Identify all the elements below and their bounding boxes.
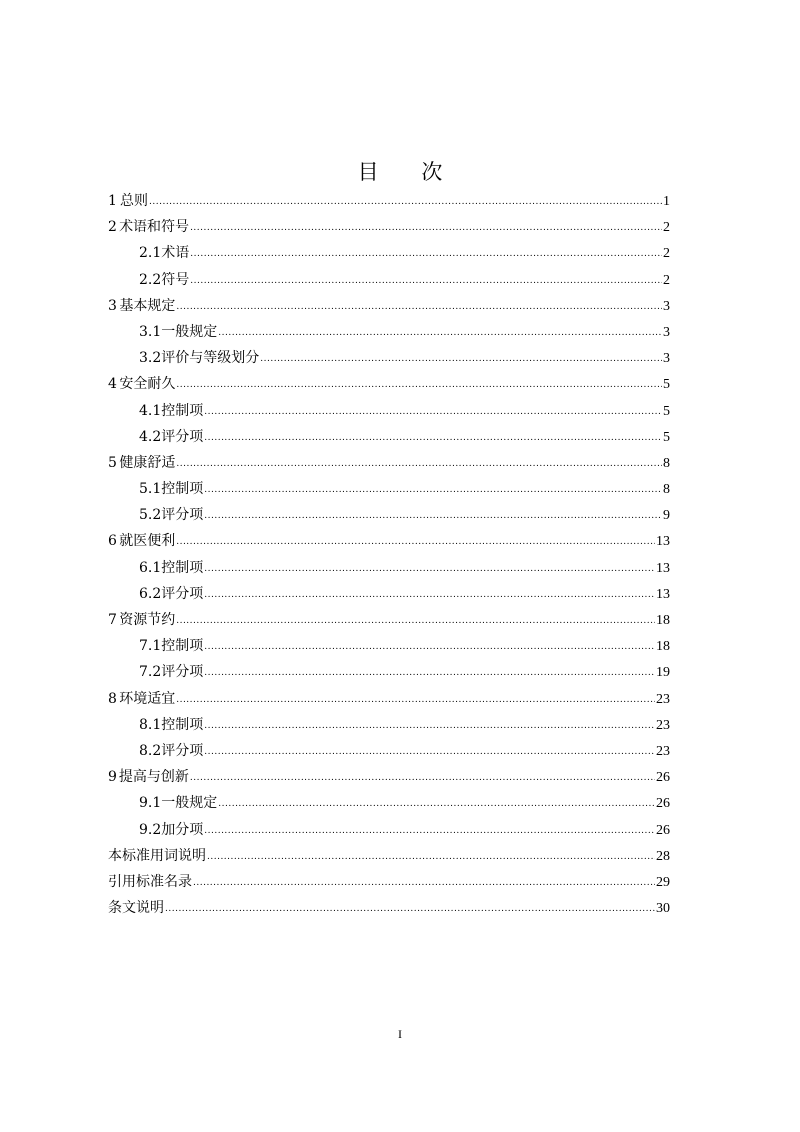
- toc-subentry[interactable]: [108, 476, 670, 502]
- toc-label: 引用标准名录: [108, 873, 192, 890]
- toc-label: 基本规定: [119, 297, 176, 314]
- toc-page: 8: [663, 455, 670, 471]
- page-number: I: [398, 1027, 402, 1041]
- toc-label: 控制项: [161, 716, 204, 733]
- toc-subentry[interactable]: [108, 240, 670, 266]
- toc-page: 2: [663, 246, 670, 262]
- toc-label: 术语和符号: [119, 219, 190, 236]
- toc-number: 9: [108, 769, 117, 786]
- toc-entry[interactable]: [108, 686, 670, 712]
- toc-label: 评分项: [161, 585, 204, 602]
- toc-page: 30: [656, 901, 670, 917]
- toc-page: 3: [663, 298, 670, 314]
- toc-page: 29: [656, 874, 670, 890]
- toc-page: 3: [663, 351, 670, 367]
- toc-subentry[interactable]: [108, 633, 670, 659]
- dot-leader: [218, 320, 662, 346]
- toc-page: 2: [663, 220, 670, 236]
- dot-leader: [190, 268, 662, 294]
- toc-page: 23: [656, 691, 670, 707]
- toc-page: 9: [663, 508, 670, 524]
- dot-leader: [207, 844, 655, 870]
- toc-label: 总则: [120, 193, 149, 209]
- toc-label: 环境适宜: [119, 690, 176, 707]
- toc-subentry[interactable]: [108, 738, 670, 764]
- dot-leader: [204, 503, 662, 529]
- toc-number: 3: [108, 297, 117, 314]
- toc-subentry[interactable]: [108, 424, 670, 450]
- toc-appendix-entry[interactable]: [108, 869, 670, 895]
- dot-leader: [204, 477, 662, 503]
- toc-page: 28: [656, 848, 670, 864]
- toc-page: 5: [663, 377, 670, 393]
- toc-page: 5: [663, 403, 670, 419]
- dot-leader: [176, 608, 655, 634]
- toc-entry[interactable]: [108, 528, 670, 554]
- toc-entry[interactable]: [108, 188, 670, 214]
- dot-leader: [204, 634, 655, 660]
- toc-entry[interactable]: [108, 293, 670, 319]
- toc-number: 9.1: [139, 795, 162, 812]
- toc-page: 26: [656, 822, 670, 838]
- dot-leader: [176, 451, 662, 477]
- toc-subentry[interactable]: [108, 267, 670, 293]
- dot-leader: [149, 189, 662, 215]
- toc-entry[interactable]: [108, 450, 670, 476]
- toc-number: 2.2: [139, 271, 162, 288]
- toc-label: 评价与等级划分: [161, 350, 260, 367]
- dot-leader: [165, 896, 655, 922]
- dot-leader: [176, 372, 662, 398]
- toc-number: 8.1: [139, 716, 162, 733]
- toc-page: 23: [656, 743, 670, 759]
- toc-number: 9.2: [139, 821, 162, 838]
- dot-leader: [176, 294, 662, 320]
- dot-leader: [193, 870, 655, 896]
- toc-entry[interactable]: [108, 607, 670, 633]
- toc-appendix-entry[interactable]: [108, 843, 670, 869]
- toc-number: 5.2: [139, 507, 162, 524]
- toc-subentry[interactable]: [108, 502, 670, 528]
- toc-page: 5: [663, 429, 670, 445]
- toc-label: 符号: [161, 271, 190, 288]
- dot-leader: [204, 818, 655, 844]
- toc-number: 1: [108, 193, 117, 209]
- toc-page: 13: [656, 534, 670, 550]
- toc-subentry[interactable]: [108, 817, 670, 843]
- toc-entry[interactable]: [108, 764, 670, 790]
- dot-leader: [190, 765, 655, 791]
- page-title: 目 次: [357, 160, 461, 184]
- toc-number: 2: [108, 219, 117, 236]
- toc-subentry[interactable]: [108, 659, 670, 685]
- dot-leader: [204, 739, 655, 765]
- toc-entry[interactable]: [108, 214, 670, 240]
- dot-leader: [204, 399, 662, 425]
- toc-page: 18: [656, 639, 670, 655]
- toc-number: 4.2: [139, 428, 162, 445]
- dot-leader: [190, 215, 662, 241]
- toc-number: 7.2: [139, 664, 162, 681]
- toc-subentry[interactable]: [108, 345, 670, 371]
- toc-label: 本标准用词说明: [108, 847, 206, 864]
- toc-label: 评分项: [161, 742, 204, 759]
- toc-label: 条文说明: [108, 900, 164, 917]
- dot-leader: [176, 687, 655, 713]
- dot-leader: [190, 241, 662, 267]
- toc-label: 健康舒适: [119, 454, 176, 471]
- toc-subentry[interactable]: [108, 581, 670, 607]
- toc-label: 一般规定: [161, 323, 218, 340]
- toc-label: 加分项: [161, 821, 204, 838]
- toc-label: 评分项: [161, 664, 204, 681]
- toc-label: 控制项: [161, 559, 204, 576]
- toc-label: 就医便利: [119, 533, 176, 550]
- toc-page: 26: [656, 796, 670, 812]
- table-of-contents: [108, 188, 670, 921]
- toc-appendix-entry[interactable]: [108, 895, 670, 921]
- toc-label: 控制项: [161, 638, 204, 655]
- toc-subentry[interactable]: [108, 555, 670, 581]
- toc-number: 6: [108, 533, 117, 550]
- toc-number: 4: [108, 376, 117, 393]
- toc-subentry[interactable]: [108, 712, 670, 738]
- toc-page: 13: [656, 586, 670, 602]
- toc-label: 一般规定: [161, 795, 218, 812]
- toc-label: 评分项: [161, 428, 204, 445]
- toc-page: 1: [663, 194, 670, 209]
- toc-subentry[interactable]: [108, 398, 670, 424]
- toc-label: 控制项: [161, 402, 204, 419]
- toc-number: 6.2: [139, 585, 162, 602]
- toc-number: 6.1: [139, 559, 162, 576]
- dot-leader: [218, 791, 655, 817]
- dot-leader: [204, 425, 662, 451]
- toc-page: 2: [663, 272, 670, 288]
- toc-label: 安全耐久: [119, 376, 176, 393]
- dot-leader: [260, 346, 662, 372]
- toc-number: 4.1: [139, 402, 162, 419]
- toc-label: 资源节约: [119, 612, 176, 628]
- dot-leader: [176, 529, 655, 555]
- dot-leader: [204, 582, 655, 608]
- toc-page: 26: [656, 770, 670, 786]
- toc-number: 3.2: [139, 350, 162, 367]
- toc-number: 8.2: [139, 742, 162, 759]
- toc-entry[interactable]: [108, 371, 670, 397]
- dot-leader: [204, 556, 655, 582]
- toc-page: 13: [656, 560, 670, 576]
- dot-leader: [204, 713, 655, 739]
- toc-number: 5: [108, 454, 117, 471]
- toc-label: 评分项: [161, 507, 204, 524]
- toc-number: 5.1: [139, 481, 162, 498]
- toc-label: 控制项: [161, 481, 204, 498]
- toc-subentry[interactable]: [108, 319, 670, 345]
- toc-label: 提高与创新: [118, 769, 189, 786]
- toc-number: 8: [108, 690, 117, 707]
- toc-label: 术语: [161, 245, 190, 262]
- toc-page: 3: [663, 324, 670, 340]
- toc-number: 7: [108, 612, 117, 628]
- toc-subentry[interactable]: [108, 790, 670, 816]
- toc-number: 3.1: [139, 323, 162, 340]
- toc-number: 7.1: [139, 638, 162, 655]
- toc-page: 23: [656, 717, 670, 733]
- toc-page: 8: [663, 482, 670, 498]
- dot-leader: [204, 660, 655, 686]
- toc-number: 2.1: [139, 245, 162, 262]
- toc-page: 18: [656, 613, 670, 628]
- toc-page: 19: [656, 665, 670, 681]
